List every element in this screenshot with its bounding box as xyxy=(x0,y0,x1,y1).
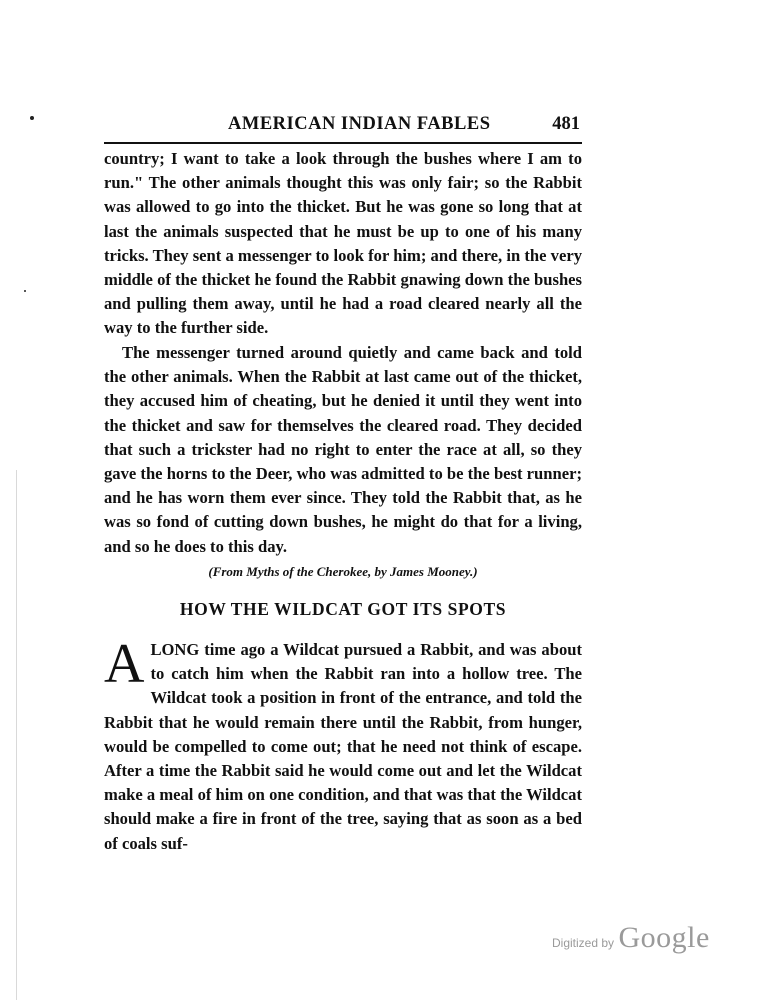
digitized-by-watermark xyxy=(552,921,710,955)
scan-speck xyxy=(30,116,34,120)
watermark-prefix: Digitized by xyxy=(552,936,615,950)
page-number: 481 xyxy=(552,114,580,134)
drop-cap: A xyxy=(104,633,145,695)
scan-edge-line xyxy=(16,470,17,1000)
page-header xyxy=(104,112,582,144)
scan-speck xyxy=(24,290,26,292)
section-paragraph xyxy=(104,633,582,856)
section-text: LONG time ago a Wildcat pursued a Rabbit, and was about to catch him when the Rabbit ran into a hollow tree. The Wildcat took a position in front of the entrance, and told the Rabbit that he would remain there until the Rabbit, from hunger, would be compelled to come out; that he need not think of escape. After a time the Rabbit said he would come out and let the Wildcat make a meal of him on one condition, and that was that the Wildcat should make a fire in front of the tree, saying that as soon as a bed of coals suf- xyxy=(104,640,582,853)
running-title: AMERICAN INDIAN FABLES xyxy=(228,114,491,134)
paragraph: country; I want to take a look through the bushes where I am to run." The other animals thought this was only fair; so the Rabbit was allowed to go into the thicket. But he was gone so long that at last the animals suspected that he must be up to one of his many tricks. They sent a messenger to look for him; and there, in the very middle of the thicket he found the Rabbit gnawing down the bushes and pulling them away, until he had a road cleared nearly all the way to the further side. xyxy=(104,149,582,338)
paragraph: The messenger turned around quietly and came back and told the other animals. When the Rabbit at last came out of the thicket, they accused him of cheating, but he denied it until they went into the thicket and saw for themselves the cleared road. They decided that such a trickster had no right to enter the race at all, so they gave the horns to the Deer, who was admitted to be the best runner; and he has worn them ever since. They told the Rabbit that, as he was so fond of cutting down bushes, he might do that for a living, and so he does to this day. xyxy=(104,343,582,556)
google-logo: Google xyxy=(618,921,710,954)
source-attribution: (From Myths of the Cherokee, by James Mooney.) xyxy=(208,564,478,579)
section-title: HOW THE WILDCAT GOT ITS SPOTS xyxy=(179,599,507,619)
